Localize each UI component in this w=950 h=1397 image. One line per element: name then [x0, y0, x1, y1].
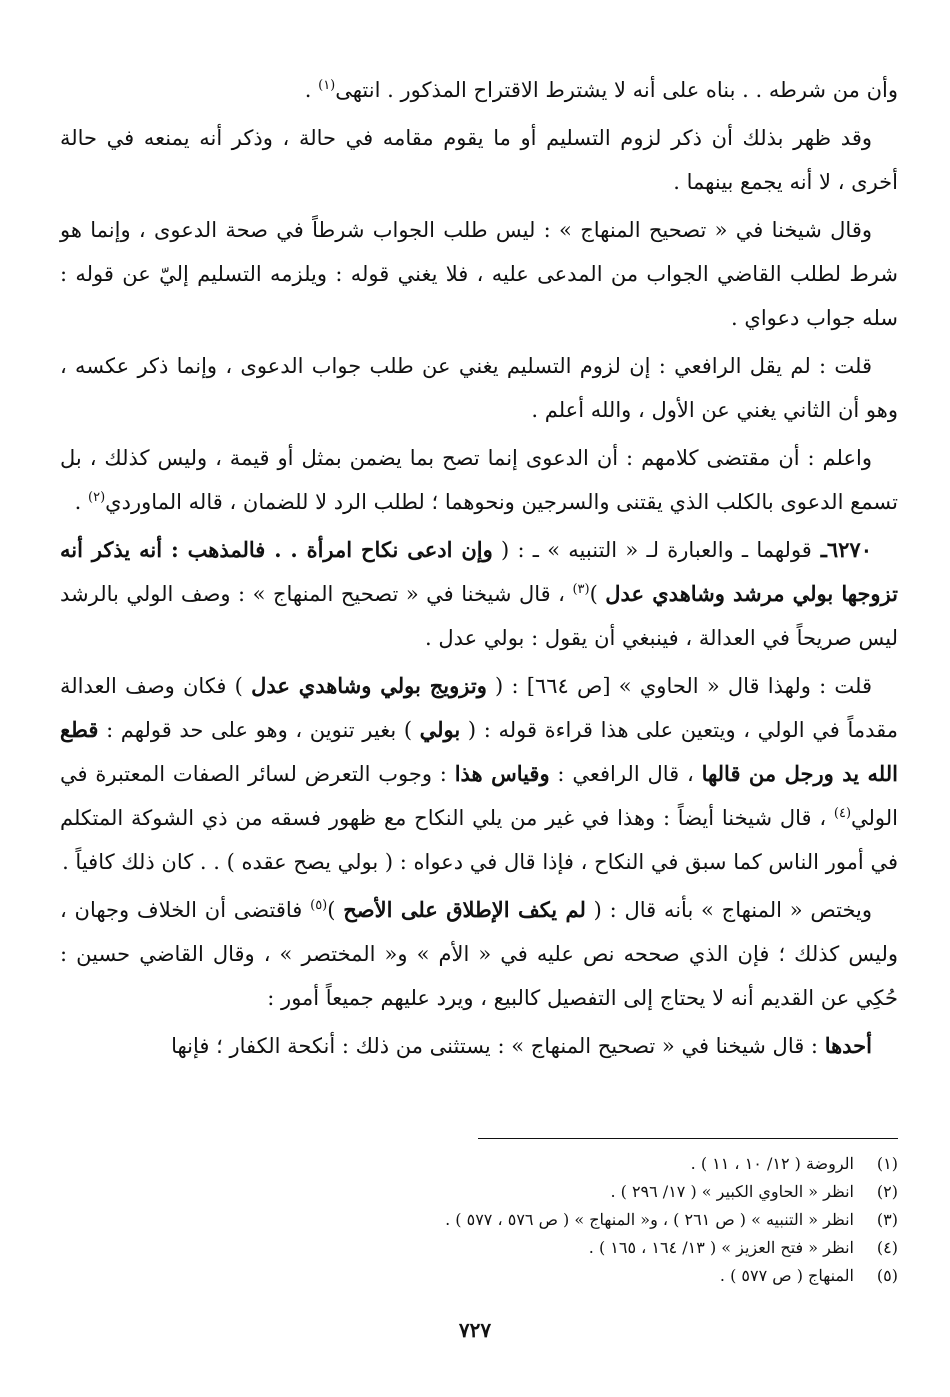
text-segment: وقال شيخنا في « تصحيح المنهاج » : ليس طلب الجواب شرطاً في صحة الدعوى ، وإنما هو شرط لطلب القاضي الجواب من المدعى عليه ، فلا يغني قوله : ويلزمه التسليم إليّ عن قوله : سله جواب دعواي . — [60, 218, 898, 330]
footnote — [60, 1150, 898, 1178]
text-segment: قلت : ولهذا قال « الحاوي » [ص ٦٦٤] : ( — [486, 674, 872, 698]
footnote-number: (٥) — [876, 1266, 898, 1285]
text-segment: ويختص « المنهاج » بأنه قال : ( — [585, 898, 873, 922]
bold-text: وقياس هذا — [454, 761, 550, 786]
text-segment: : وجوب التعرض لسائر الصفات المعتبرة في الولي — [60, 762, 898, 830]
paragraph — [60, 116, 898, 204]
main-text — [60, 68, 898, 1068]
paragraph — [60, 68, 898, 112]
footnote-number: (٢) — [876, 1182, 898, 1201]
bold-text: لم يكف الإطلاق على الأصح — [343, 897, 586, 922]
text-segment: ، قال شيخنا في « تصحيح المنهاج » : وصف الولي بالرشد ليس صريحاً في العدالة ، فينبغي أن يقول : بولي عدل . — [60, 582, 898, 650]
text-segment: . — [74, 490, 89, 514]
text-segment: ) — [327, 898, 344, 922]
paragraph — [60, 1024, 898, 1068]
footnote-number: (١) — [876, 1154, 898, 1173]
footnote — [60, 1206, 898, 1234]
footnote-text: المنهاج ( ص ٥٧٧ ) . — [719, 1266, 854, 1285]
footnote-reference: (٣) — [572, 582, 590, 597]
footnote-divider — [478, 1138, 898, 1139]
footnote-number: (٤) — [876, 1238, 898, 1257]
bold-text: وتزويج بولي وشاهدي عدل — [251, 673, 487, 698]
bold-text: قطع الله يد ورجل من قالها — [60, 717, 898, 786]
footnote — [60, 1178, 898, 1206]
text-segment: ، قال الرافعي : — [549, 762, 702, 786]
text-segment: قلت : لم يقل الرافعي : إن لزوم التسليم يغني عن طلب جواب الدعوى ، وإنما ذكر عكسه ، وهو أن الثاني يغني عن الأول ، والله أعلم . — [60, 354, 898, 422]
paragraph — [60, 888, 898, 1020]
text-segment: ، قال شيخنا أيضاً : وهذا في غير من يلي النكاح مع ظهور فسقه من ذي الشوكة المتكلم في أمور الناس كما سبق في النكاح ، فإذا قال في دعواه : ( بولي يصح عقده ) . . كان ذلك كافياً . — [60, 806, 898, 874]
footnote — [60, 1262, 898, 1290]
footnote-text: الروضة ( ١٢/ ١٠ ، ١١ ) . — [690, 1154, 854, 1173]
bold-text: وإن ادعى نكاح امرأة . . فالمذهب : أنه يذكر أنه تزوجها بولي مرشد وشاهدي عدل — [60, 537, 898, 606]
paragraph — [60, 664, 898, 884]
footnote-text: انظر « فتح العزيز » ( ١٣/ ١٦٤ ، ١٦٥ ) . — [588, 1238, 854, 1257]
footnote-reference: (٢) — [88, 490, 106, 505]
paragraph — [60, 208, 898, 340]
text-segment: . — [304, 78, 319, 102]
text-segment: قولهما ـ والعبارة لـ « التنبيه » ـ : ( — [492, 538, 812, 562]
text-segment: وقد ظهر بذلك أن ذكر لزوم التسليم أو ما يقوم مقامه في حالة ، وذكر أنه يمنعه في حالة أخرى ، لا أنه يجمع بينهما . — [60, 126, 898, 194]
bold-text: أحدها — [824, 1033, 872, 1058]
paragraph — [60, 436, 898, 524]
text-segment: واعلم : أن مقتضى كلامهم : أن الدعوى إنما تصح بما يضمن بمثل أو قيمة ، وليس كذلك ، بل تسمع الدعوى بالكلب الذي يقتنى والسرجين ونحوهما ؛ لطلب الرد لا للضمان ، قاله الماوردي — [60, 446, 898, 514]
footnotes — [60, 1150, 898, 1290]
paragraph — [60, 344, 898, 432]
page-body — [60, 68, 898, 1068]
text-segment: ) فكان وصف العدالة مقدماً في الولي ، ويتعين على هذا قراءة قوله : ( — [60, 674, 898, 742]
bold-text: بولي — [419, 717, 461, 742]
footnote-text: انظر « التنبيه » ( ص ٢٦١ ) ، و« المنهاج » ( ص ٥٧٦ ، ٥٧٧ ) . — [445, 1210, 854, 1229]
footnote-reference: (٥) — [310, 898, 328, 913]
page-number: ٧٢٧ — [458, 1318, 492, 1342]
text-segment: وأن من شرطه . . بناه على أنه لا يشترط الاقتراح المذكور . انتهى — [335, 78, 898, 102]
footnote-reference: (٤) — [833, 806, 852, 821]
paragraph — [60, 528, 898, 660]
text-segment: ) — [589, 582, 606, 606]
text-segment: فاقتضى أن الخلاف وجهان ، وليس كذلك ؛ فإن الذي صححه نص عليه في « الأم » و« المختصر » ، وقال القاضي حسين : حُكِي عن القديم أنه لا يحتاج إلى التفصيل كالبيع ، ويرد عليهم جميعاً أمور : — [60, 898, 898, 1010]
footnote-reference: (١) — [318, 78, 336, 93]
footnote-text: انظر « الحاوي الكبير » ( ١٧/ ٢٩٦ ) . — [610, 1182, 854, 1201]
text-segment: : قال شيخنا في « تصحيح المنهاج » : يستثنى من ذلك : أنكحة الكفار ؛ فإنها — [171, 1034, 825, 1058]
bold-text: ٦٢٧٠ـ — [811, 537, 872, 562]
footnote — [60, 1234, 898, 1262]
text-segment: ) بغير تنوين ، وهو على حد قولهم : — [98, 718, 420, 742]
footnote-number: (٣) — [876, 1210, 898, 1229]
